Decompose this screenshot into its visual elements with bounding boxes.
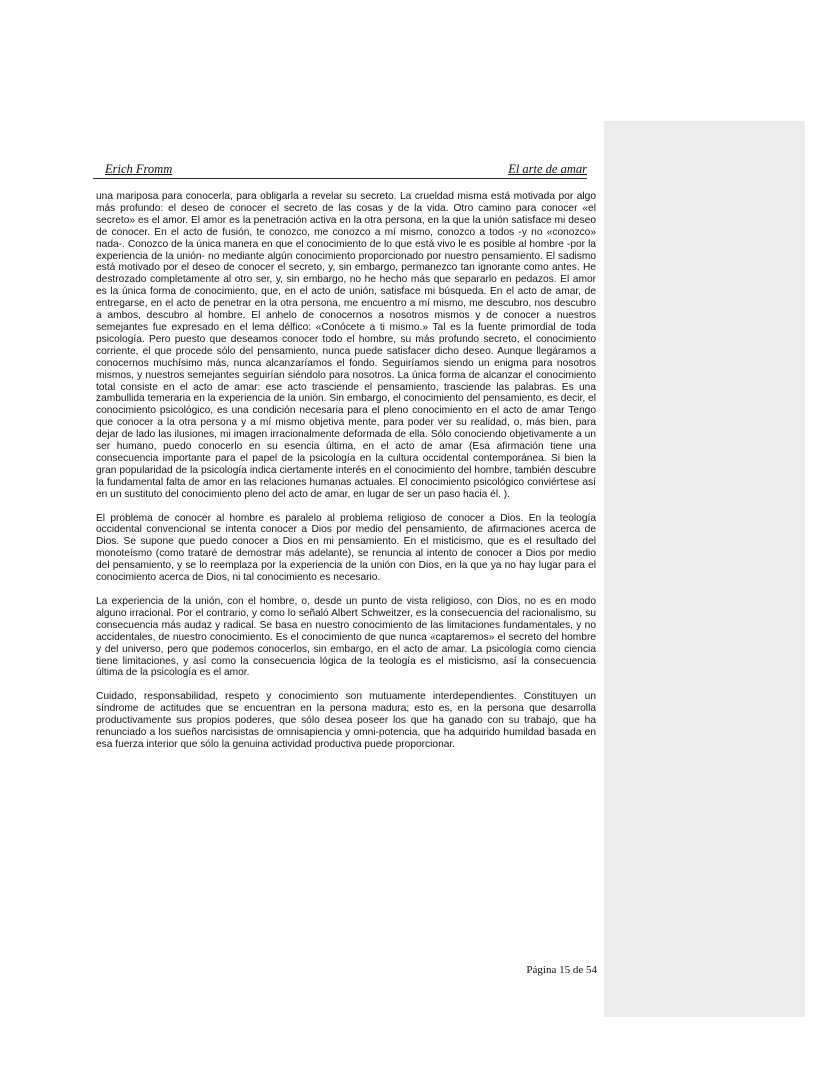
page-header <box>93 162 587 179</box>
paragraph: Cuidado, responsabilidad, respeto y conocimiento son mutuamente interdependientes. Constituyen un síndrome de actitudes que se encuentran en la persona madura; esto es, en la persona que desarrolla productivamente sus propios poderes, que sólo desea poseer los que ha ganado con su trabajo, que ha renunciado a los sueños narcisistas de omnisapiencia y omni-potencia, que ha adquirido humildad basada en esa fuerza interior que sólo la genuina actividad productiva puede proporcionar. <box>96 691 596 750</box>
page-number: Página 15 de 54 <box>526 964 597 976</box>
document-body <box>96 191 596 763</box>
paragraph: El problema de conocer al hombre es paralelo al problema religioso de conocer a Dios. En la teología occidental convencional se intenta conocer a Dios por medio del pensamiento, de afirmaciones acerca de Dios. Se supone que puedo conocer a Dios en mi pensamiento. En el misticismo, que es el resultado del monoteísmo (como trataré de demostrar más adelante), se renuncia al intento de conocer a Dios por medio del pensamiento, y se lo reemplaza por la experiencia de la unión con Dios, en la que ya no hay lugar para el conocimiento acerca de Dios, ni tal conocimiento es necesario. <box>96 512 596 584</box>
paragraph: La experiencia de la unión, con el hombre, o, desde un punto de vista religioso, con Dios, no es en modo alguno irracional. Por el contrario, y como lo señaló Albert Schweitzer, es la consecuencia del racionalismo, su consecuencia más audaz y radical. Se basa en nuestro conocimiento de las limitaciones fundamentales, y no accidentales, de nuestro conocimiento. Es el conocimiento de que nunca «captaremos» el secreto del hombre y del universo, pero que podemos conocerlos, sin embargo, en el acto de amar. La psicología como ciencia tiene limitaciones, y así como la consecuencia lógica de la teología es el misticismo, así la consecuencia última de la psicología es el amor. <box>96 596 596 679</box>
comment-pane <box>604 121 805 1017</box>
header-title: El arte de amar <box>508 162 587 176</box>
header-author: Erich Fromm <box>105 162 173 176</box>
paragraph: una mariposa para conocerla, para obligarla a revelar su secreto. La crueldad misma está motivada por algo más profundo: el deseo de conocer el secreto de las cosas y de la vida. Otro camino para conocer «el secreto» es el amor. El amor es la penetración activa en la otra persona, en la que la unión satisface mi deseo de conocer. En el acto de fusión, te conozco, me conozco a mí mismo, conozco a todos -y no «conozco» nada-. Conozco de la única manera en que el conocimiento de lo que está vivo le es posible al hombre -por la experiencia de la unión- no mediante algún conocimiento proporcionado por nuestro pensamiento. El sadismo está motivado por el deseo de conocer el secreto, y, sin embargo, permanezco tan ignorante como antes. He destrozado completamente al otro ser, y, sin embargo, no he hecho más que separarlo en pedazos. El amor es la única forma de conocimiento, que, en el acto de unión, satisface mi búsqueda. En el acto de amar, de entregarse, en el acto de penetrar en la otra persona, me encuentro a mí mismo, me descubro, nos descubro a ambos, descubro al hombre. El anhelo de conocernos a nosotros mismos y de conocer a nuestros semejantes fue expresado en el lema délfico: «Conócete a ti mismo.» Tal es la fuente primordial de toda psicología. Pero puesto que deseamos conocer todo el hombre, su más profundo secreto, el conocimiento corriente, el que procede sólo del pensamiento, nunca puede satisfacer dicho deseo. Aunque llegáramos a conocernos muchísimo más, nunca alcanzaríamos el fondo. Seguiríamos siendo un enigma para nosotros mismos, y nuestros semejantes seguirían siéndolo para nosotros. La única forma de alcanzar el conocimiento total consiste en el acto de amar: ese acto trasciende el pensamiento, trasciende las palabras. Es una zambullida temeraria en la experiencia de la unión. Sin embargo, el conocimiento del pensamiento, es decir, el conocimiento psicológico, es una condición necesaria para el pleno conocimiento en el acto de amar Tengo que conocer a la otra persona y a mí mismo objetiva mente, para poder ver su realidad, o, más bien, para dejar de lado las ilusiones, mi imagen irracionalmente deformada de ella. Sólo conociendo objetivamente a un ser humano, puedo conocerlo en su esencia última, en el acto de amar (Esa afirmación tiene una consecuencia importante para el papel de la psicología en la cultura occidental contemporánea. Si bien la gran popularidad de la psicología indica ciertamente interés en el conocimiento del hombre, también descubre la fundamental falta de amor en las relaciones humanas actuales. El conocimiento psicológico conviértese así en un sustituto del conocimiento pleno del acto de amar, en lugar de ser un paso hacia él. ). <box>96 191 596 500</box>
